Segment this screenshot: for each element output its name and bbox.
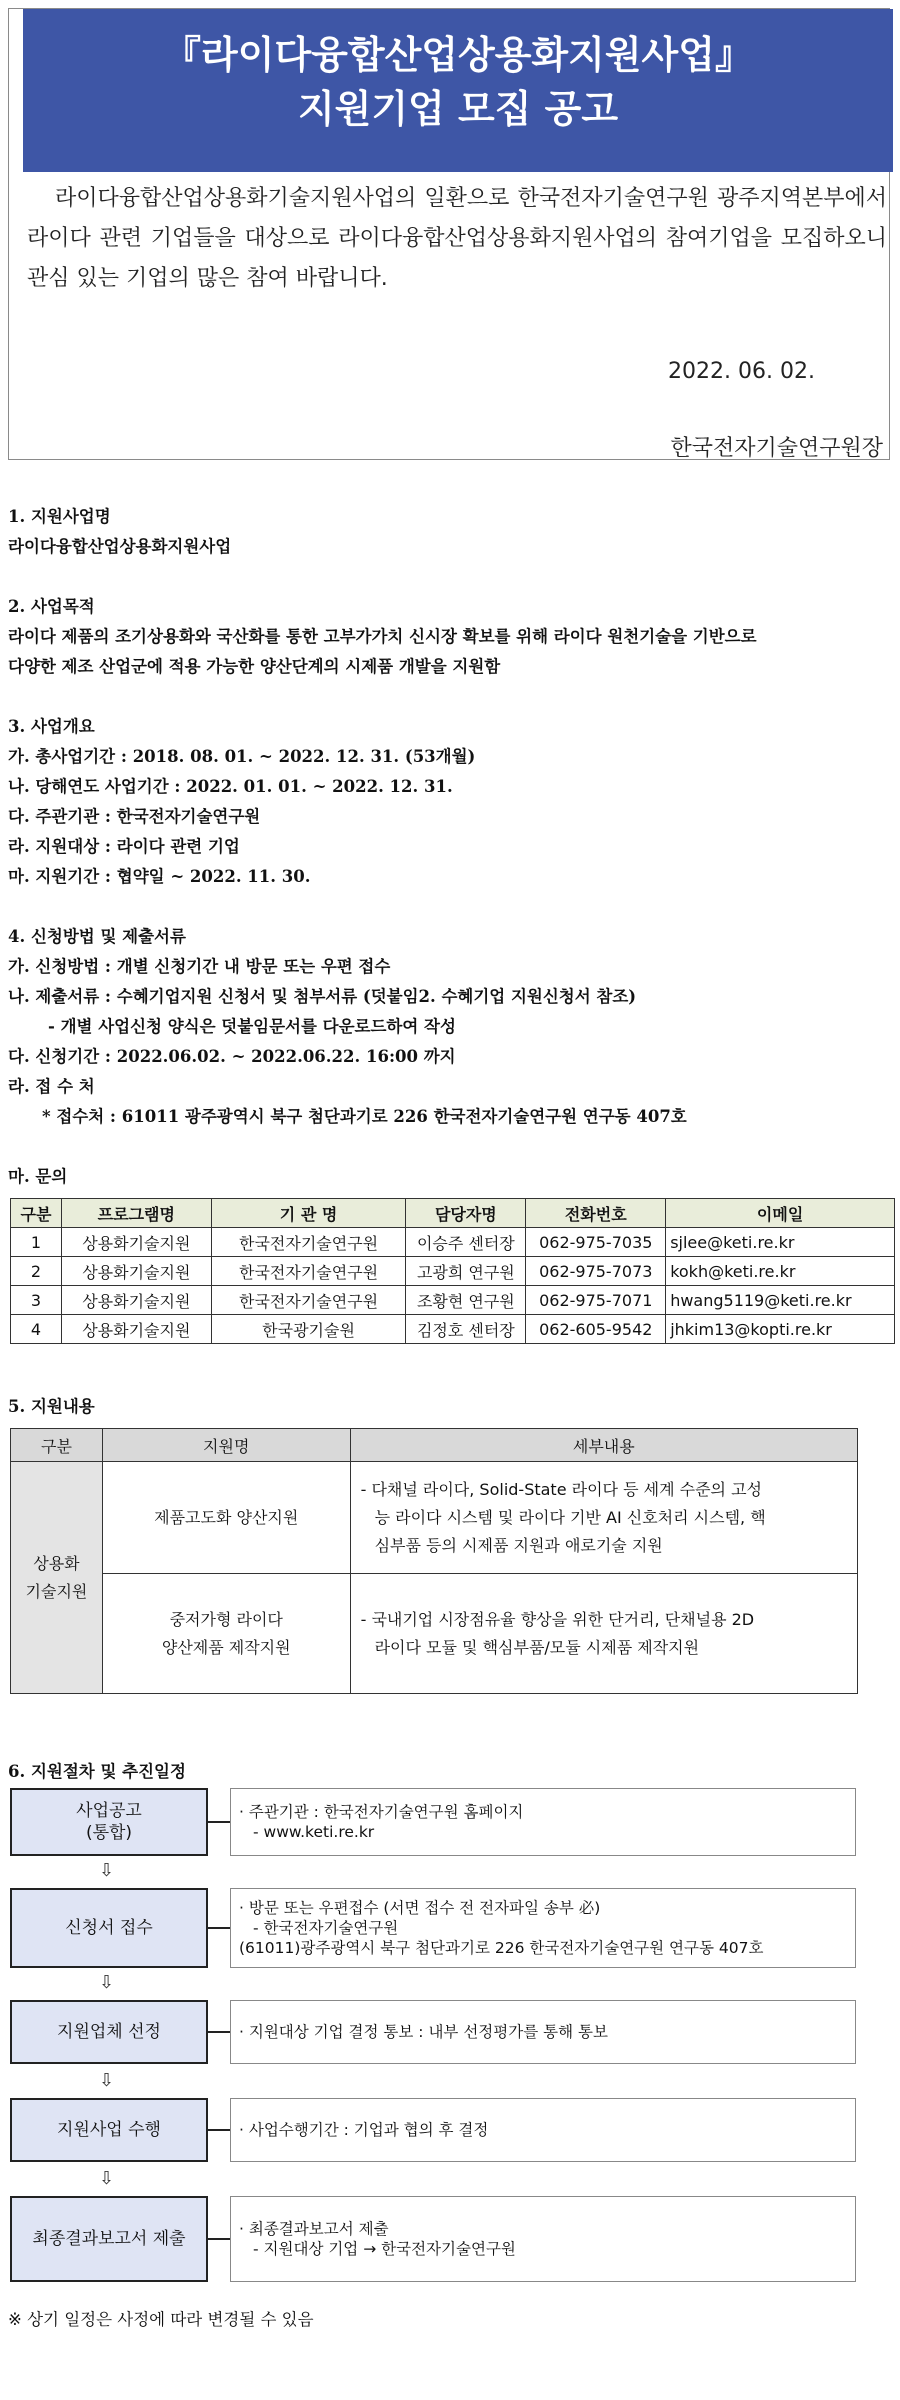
support-name xyxy=(102,1574,350,1694)
institution-name: 한국전자기술연구원 xyxy=(211,1286,406,1315)
support-table-header xyxy=(11,1429,858,1462)
column-header: 세부내용 xyxy=(350,1429,857,1462)
table-row xyxy=(11,1257,895,1286)
section-2-line-2: 다양한 제조 산업군에 적용 가능한 양산단계의 시제품 개발을 지원함 xyxy=(8,657,501,676)
overview-item: 마. 지원기간 : 협약일 ~ 2022. 11. 30. xyxy=(8,867,311,886)
institution-name: 한국전자기술연구원 xyxy=(211,1257,406,1286)
table-row xyxy=(11,1286,895,1315)
support-name-line: 양산제품 제작지원 xyxy=(161,1637,291,1657)
table-row xyxy=(11,1574,858,1694)
title-line-1: 『라이다융합산업상용화지원사업』 xyxy=(163,33,753,77)
overview-item: 나. 당해연도 사업기간 : 2022. 01. 01. ~ 2022. 12. 31. xyxy=(8,777,453,796)
column-header: 지원명 xyxy=(102,1429,350,1462)
detail-line: - www.keti.re.kr xyxy=(253,1823,375,1841)
title-line-2: 지원기업 모집 공고 xyxy=(297,87,619,131)
table-row xyxy=(11,1315,895,1344)
detail-line: - 국내기업 시장점유율 향상을 위한 단거리, 단채널용 2D xyxy=(360,1609,755,1629)
step-connector xyxy=(208,2031,230,2033)
email-address: sjlee@keti.re.kr xyxy=(666,1228,895,1257)
program-name: 상용화기술지원 xyxy=(61,1315,211,1344)
overview-item: 라. 지원대상 : 라이다 관련 기업 xyxy=(8,837,240,856)
process-step-application xyxy=(10,1888,208,1968)
section-3-heading: 3. 사업개요 xyxy=(8,717,95,736)
detail-line: (61011)광주광역시 북구 첨단과기로 226 한국전자기술연구원 연구동 407호 xyxy=(239,1939,764,1957)
step-label: 사업공고 xyxy=(76,1801,142,1821)
program-name: 상용화기술지원 xyxy=(61,1257,211,1286)
required-documents: 나. 제출서류 : 수혜기업지원 신청서 및 첨부서류 (덧붙임2. 수혜기업 지원신청서 참조) xyxy=(8,987,637,1006)
step-detail xyxy=(230,2098,856,2162)
section-1-heading: 1. 지원사업명 xyxy=(8,507,111,526)
detail-line: · 지원대상 기업 결정 통보 : 내부 선정평가를 통해 통보 xyxy=(239,2023,608,2041)
program-name: 상용화기술지원 xyxy=(61,1228,211,1257)
intro-paragraph: 라이다융합산업상용화기술지원사업의 일환으로 한국전자기술연구원 광주지역본부에서 라이다 관련 기업들을 대상으로 라이다융합산업상용화지원사업의 참여기업을 모집하오니 관심 있는 기업의 많은 참여 바랍니다. xyxy=(27,186,887,291)
down-arrow-icon: ⇩ xyxy=(99,1972,115,1993)
detail-line: 심부품 등의 시제품 지원과 애로기술 지원 xyxy=(374,1535,663,1555)
overview-item: 가. 총사업기간 : 2018. 08. 01. ~ 2022. 12. 31. (53개월) xyxy=(8,747,476,766)
detail-line: 라이다 모듈 및 핵심부품/모듈 시제품 제작지원 xyxy=(374,1637,700,1657)
phone-number: 062-975-7073 xyxy=(526,1257,666,1286)
support-detail xyxy=(350,1574,857,1694)
contact-table xyxy=(10,1198,895,1344)
detail-line: 능 라이다 시스템 및 라이다 기반 AI 신호처리 시스템, 핵 xyxy=(374,1507,766,1527)
support-content-table xyxy=(10,1428,858,1694)
step-label: 지원사업 수행 xyxy=(57,2120,161,2140)
detail-line: · 방문 또는 우편접수 (서면 접수 전 전자파일 송부 必) xyxy=(239,1899,601,1917)
column-header: 기 관 명 xyxy=(211,1199,406,1228)
email-address: kokh@keti.re.kr xyxy=(666,1257,895,1286)
detail-line: · 주관기관 : 한국전자기술연구원 홈페이지 xyxy=(239,1803,524,1821)
section-5-heading: 5. 지원내용 xyxy=(8,1397,95,1416)
column-header: 이메일 xyxy=(666,1199,895,1228)
process-step-announcement xyxy=(10,1788,208,1856)
row-number: 3 xyxy=(11,1286,62,1315)
step-label: 최종결과보고서 제출 xyxy=(32,2229,186,2249)
section-4-heading: 4. 신청방법 및 제출서류 xyxy=(8,927,186,946)
reception-heading: 라. 접 수 처 xyxy=(8,1077,95,1096)
down-arrow-icon: ⇩ xyxy=(99,2168,115,2189)
detail-line: · 사업수행기간 : 기업과 협의 후 결정 xyxy=(239,2121,489,2139)
notice-header-box xyxy=(8,8,890,460)
step-connector xyxy=(208,1821,230,1823)
detail-line: - 한국전자기술연구원 xyxy=(253,1919,399,1937)
apply-period: 다. 신청기간 : 2022.06.02. ~ 2022.06.22. 16:00 까지 xyxy=(8,1047,456,1066)
column-header: 구분 xyxy=(11,1429,103,1462)
column-header: 담당자명 xyxy=(406,1199,526,1228)
support-name-line: 제품고도화 양산지원 xyxy=(154,1507,299,1527)
table-row xyxy=(11,1228,895,1257)
down-arrow-icon: ⇩ xyxy=(99,2070,115,2091)
detail-line: - 다채널 라이다, Solid-State 라이다 등 세계 수준의 고성 xyxy=(360,1479,762,1499)
contact-person: 이승주 센터장 xyxy=(406,1228,526,1257)
section-6-heading: 6. 지원절차 및 추진일정 xyxy=(8,1762,186,1781)
support-name-line: 중저가형 라이다 xyxy=(169,1609,283,1629)
notice-date: 2022. 06. 02. xyxy=(668,359,815,384)
issuing-organization: 한국전자기술연구원장 xyxy=(670,436,883,461)
support-name xyxy=(102,1462,350,1574)
process-step-final-report xyxy=(10,2196,208,2282)
phone-number: 062-975-7035 xyxy=(526,1228,666,1257)
step-label: 신청서 접수 xyxy=(65,1918,153,1938)
table-row xyxy=(11,1462,858,1574)
schedule-change-note: ※ 상기 일정은 사정에 따라 변경될 수 있음 xyxy=(8,2310,314,2329)
institution-name: 한국전자기술연구원 xyxy=(211,1228,406,1257)
email-address: hwang5119@keti.re.kr xyxy=(666,1286,895,1315)
phone-number: 062-975-7071 xyxy=(526,1286,666,1315)
step-label: 지원업체 선정 xyxy=(57,2022,161,2042)
down-arrow-icon: ⇩ xyxy=(99,1860,115,1881)
reception-address: * 접수처 : 61011 광주광역시 북구 첨단과기로 226 한국전자기술연구원 연구동 407호 xyxy=(42,1107,687,1126)
category-line: 상용화 xyxy=(33,1553,80,1573)
row-number: 2 xyxy=(11,1257,62,1286)
institution-name: 한국광기술원 xyxy=(211,1315,406,1344)
contact-heading: 마. 문의 xyxy=(8,1167,68,1186)
overview-item: 다. 주관기관 : 한국전자기술연구원 xyxy=(8,807,261,826)
contact-person: 조황현 연구원 xyxy=(406,1286,526,1315)
row-number: 1 xyxy=(11,1228,62,1257)
detail-line: - 지원대상 기업 → 한국전자기술연구원 xyxy=(253,2240,516,2258)
step-connector xyxy=(208,2238,230,2240)
support-category xyxy=(11,1462,103,1694)
detail-line: · 최종결과보고서 제출 xyxy=(239,2220,389,2238)
phone-number: 062-605-9542 xyxy=(526,1315,666,1344)
title-banner xyxy=(23,9,893,172)
section-2-line-1: 라이다 제품의 조기상용화와 국산화를 통한 고부가가치 신시장 확보를 위해 라이다 원천기술을 기반으로 xyxy=(8,627,757,646)
apply-method: 가. 신청방법 : 개별 신청기간 내 방문 또는 우편 접수 xyxy=(8,957,391,976)
step-detail xyxy=(230,2000,856,2064)
column-header: 전화번호 xyxy=(526,1199,666,1228)
process-step-selection xyxy=(10,2000,208,2064)
category-line: 기술지원 xyxy=(25,1581,88,1601)
email-address: jhkim13@kopti.re.kr xyxy=(666,1315,895,1344)
step-connector xyxy=(208,2129,230,2131)
support-detail xyxy=(350,1462,857,1574)
row-number: 4 xyxy=(11,1315,62,1344)
step-label: (통합) xyxy=(85,1823,133,1843)
step-connector xyxy=(208,1927,230,1929)
step-detail xyxy=(230,2196,856,2282)
section-2-heading: 2. 사업목적 xyxy=(8,597,95,616)
step-detail xyxy=(230,1888,856,1968)
step-detail xyxy=(230,1788,856,1856)
column-header: 프로그램명 xyxy=(61,1199,211,1228)
contact-table-header xyxy=(11,1199,895,1228)
process-step-execution xyxy=(10,2098,208,2162)
column-header: 구분 xyxy=(11,1199,62,1228)
contact-person: 김정호 센터장 xyxy=(406,1315,526,1344)
contact-person: 고광희 연구원 xyxy=(406,1257,526,1286)
section-1-body: 라이다융합산업상용화지원사업 xyxy=(8,537,232,556)
form-download-note: - 개별 사업신청 양식은 덧붙임문서를 다운로드하여 작성 xyxy=(48,1017,456,1036)
program-name: 상용화기술지원 xyxy=(61,1286,211,1315)
